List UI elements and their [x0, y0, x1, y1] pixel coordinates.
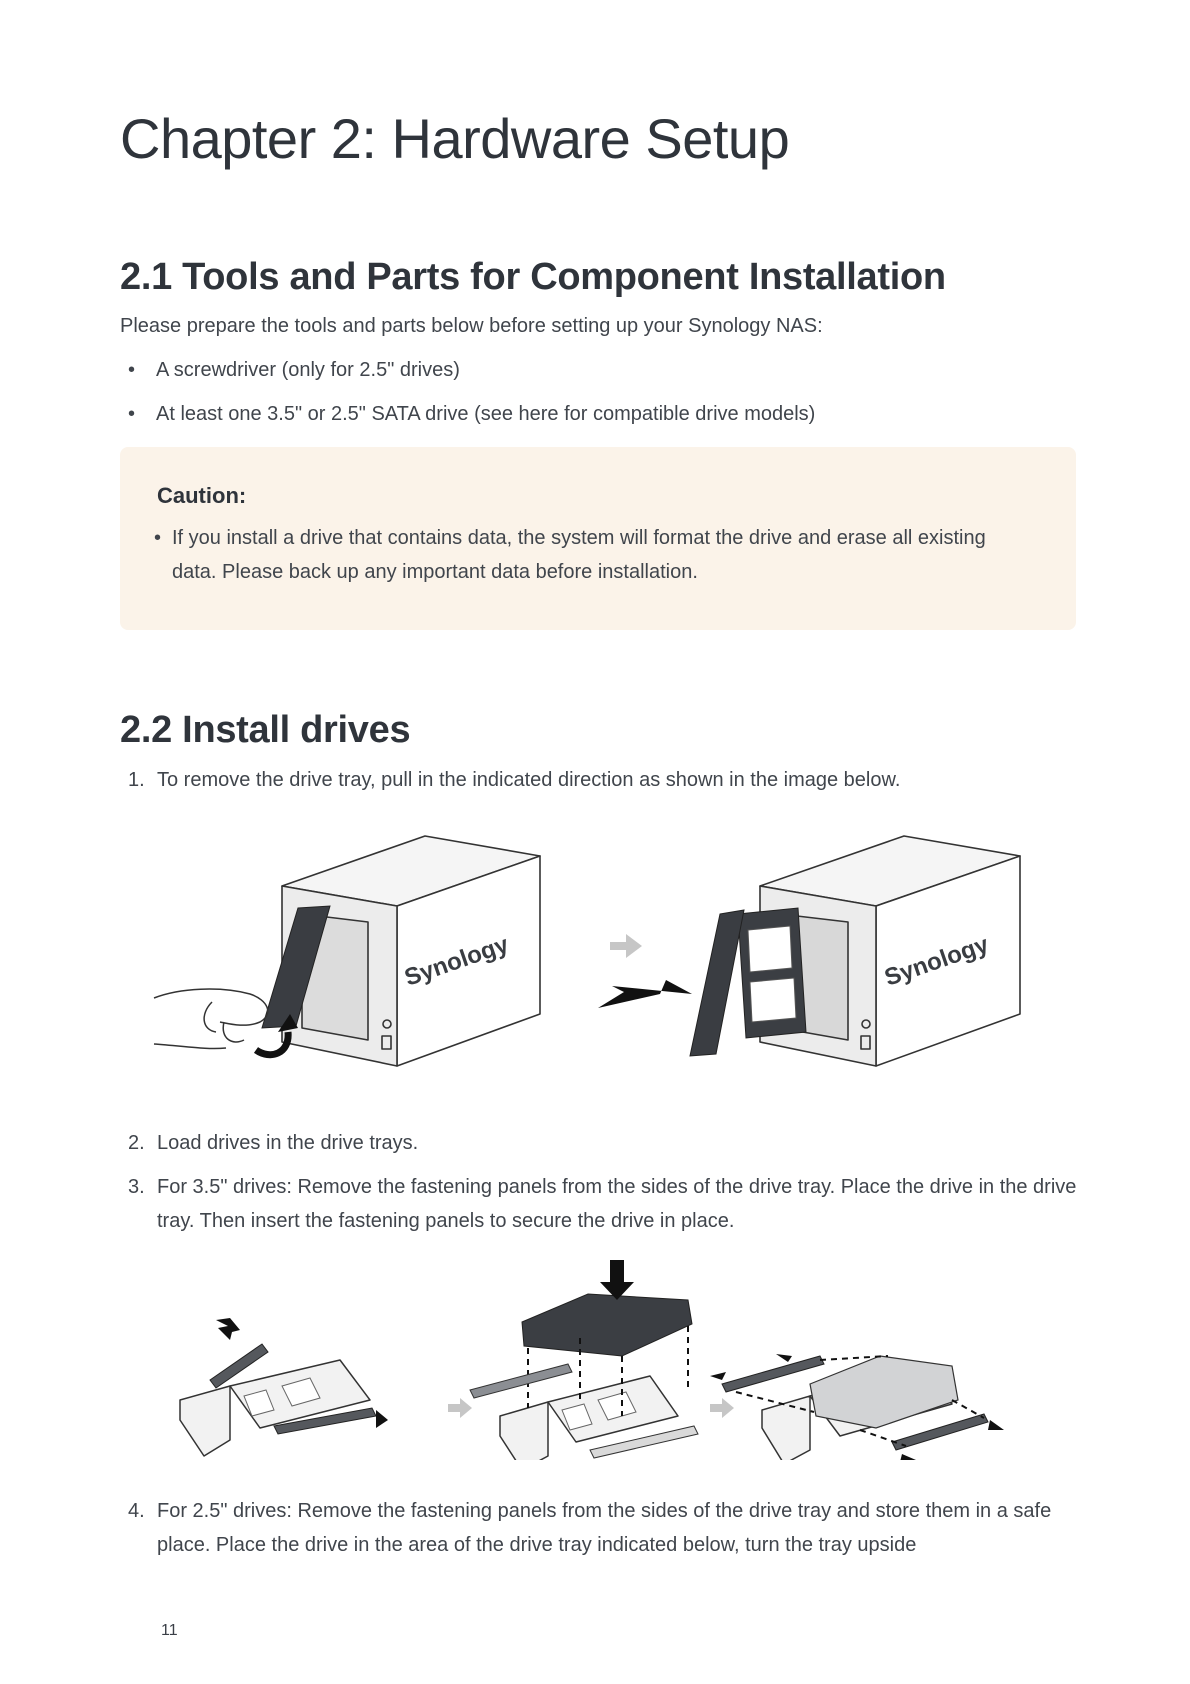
caution-text: If you install a drive that contains data, the system will format the drive and erase all existing data. Please back up any important data before installation. — [172, 527, 986, 583]
list-item-text: A screwdriver (only for 2.5" drives) — [156, 359, 460, 381]
drive-install-illustration — [170, 1260, 1080, 1460]
tray-handle — [690, 910, 744, 1056]
section-heading-install: 2.2 Install drives — [120, 709, 411, 751]
step-number: 1. — [128, 769, 145, 791]
hard-drive — [522, 1294, 692, 1356]
caution-title: Caution: — [157, 483, 247, 508]
arrow-icon — [988, 1420, 1004, 1430]
hard-drive-in-tray — [810, 1356, 958, 1428]
step-text: For 3.5" drives: Remove the fastening panels from the sides of the drive tray. Place the drive in the drive tray. Then insert the fastening panels to secure the drive in place. — [157, 1176, 1077, 1232]
list-item — [128, 353, 460, 387]
next-step-arrow-icon — [710, 1398, 734, 1418]
step-number: 2. — [128, 1132, 145, 1154]
step-item — [128, 1126, 1088, 1160]
direction-arrow-icon — [598, 980, 692, 1008]
fastening-panel — [470, 1364, 572, 1398]
step-item — [128, 1170, 1088, 1238]
section-intro: Please prepare the tools and parts below before setting up your Synology NAS: — [120, 315, 823, 337]
drive-tray-removal-illustration — [150, 818, 1030, 1088]
step-number: 4. — [128, 1500, 145, 1522]
step-number: 3. — [128, 1176, 145, 1198]
bullet-dot: • — [128, 403, 136, 425]
step-text: To remove the drive tray, pull in the indicated direction as shown in the image below. — [157, 769, 901, 791]
caution-box — [120, 447, 1076, 630]
step-text: For 2.5" drives: Remove the fastening panels from the sides of the drive tray and store them in a safe place. Place the drive in the area of the drive tray indicated below, turn the tray upside — [157, 1500, 1052, 1556]
arrow-icon — [710, 1372, 726, 1380]
fastening-panel — [892, 1414, 988, 1450]
caution-item — [154, 521, 1032, 589]
page-number: 11 — [161, 1622, 178, 1639]
chapter-title: Chapter 2: Hardware Setup — [120, 107, 790, 170]
hand-icon — [154, 989, 268, 1048]
list-item — [128, 397, 815, 431]
next-step-arrow-icon — [610, 934, 642, 958]
synology-logo-right: Synology — [881, 930, 993, 992]
section-heading-tools: 2.1 Tools and Parts for Component Installation — [120, 256, 946, 298]
step-item — [128, 1494, 1088, 1562]
synology-logo-left: Synology — [401, 930, 513, 992]
arrow-icon — [776, 1354, 792, 1362]
step-text: Load drives in the drive trays. — [157, 1132, 419, 1154]
arrow-icon — [900, 1454, 916, 1460]
step-item — [128, 763, 1088, 797]
arrow-icon — [216, 1318, 240, 1340]
list-item-text: At least one 3.5" or 2.5" SATA drive (see here for compatible drive models) — [156, 403, 816, 425]
bullet-dot: • — [128, 359, 136, 381]
fastening-panel — [722, 1356, 824, 1392]
arrow-icon — [376, 1410, 388, 1428]
down-arrow-icon — [600, 1260, 634, 1300]
bullet-dot: • — [154, 527, 162, 549]
next-step-arrow-icon — [448, 1398, 472, 1418]
